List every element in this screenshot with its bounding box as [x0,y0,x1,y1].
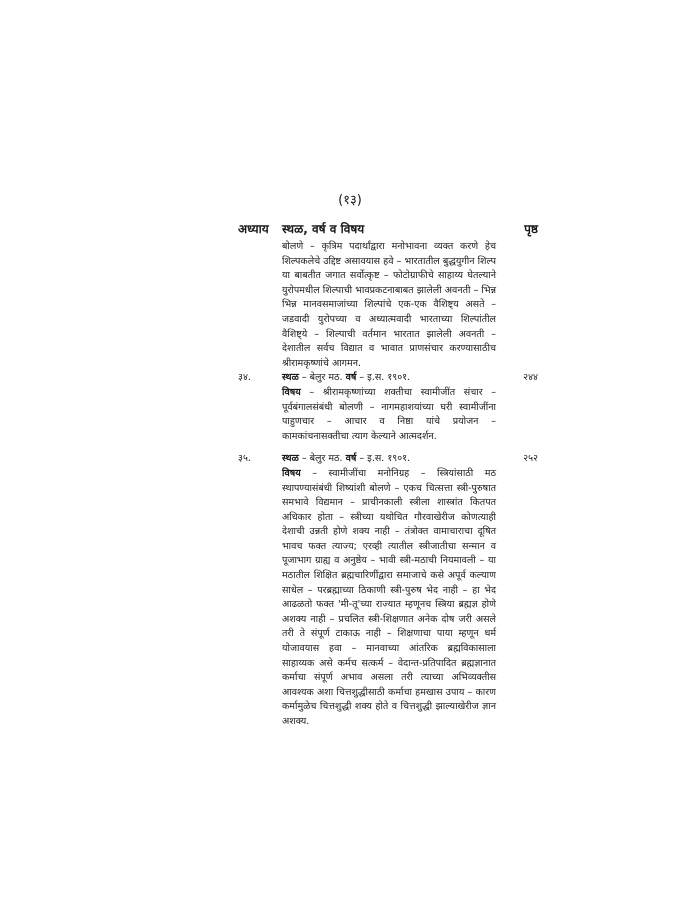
page-ref: २५२ [523,453,538,465]
year-label: वर्ष [345,372,357,384]
continuation-row [238,240,538,371]
entry-description [282,371,496,444]
chapter-number: ३४. [238,372,251,384]
table-header [238,220,538,238]
continuation-text: बोलणे – कृत्रिम पदार्थांद्वारा मनोभावना व्यक्त करणे हेच शिल्पकलेचे उद्दिष्ट असावयास हवे – भारतातील बुद्धयुगीन शिल्प या बाबतीत जगात सर्वोत्कृष्ट – फोटोग्राफीचे साहाय्य घेतल्याने युरोपमधील शिल्पाची भावप्रकटनाबाबत झालेली अवनती – भिन्न भिन्न मानवसमाजांच्या शिल्पांचे एक-एक वैशिष्ट्य असते – जडवादी युरोपच्या व अध्यात्मवादी भारताच्या शिल्पांतील वैशिष्ट्ये – शिल्पाची वर्तमान भारतात झालेली अवनती – देशातील सर्वच विद्यात व भावात प्राणसंचार करण्यासाठीच श्रीरामकृष्णांचे आगमन. [282,241,496,369]
entry-row [238,371,538,444]
year-label: वर्ष [345,453,357,465]
subject-text [282,386,496,444]
year-value: – इ.स. १९०१. [356,372,411,384]
subject-body: – स्वामीजींचा मनोनिग्रह – स्त्रियांसाठी मठ स्थापण्यासंबंधी शिष्यांशी बोलणे – एकच चित्सत्ता स्त्री-पुरुषात समभावे विद्यमान – प्राचीनकाली स्त्रीला शास्त्रांत कितपत अधिकार होता – स्त्रीच्या यथोचित गौरवाखेरीज कोणत्याही देशाची उन्नती होणे शक्य नाही – तंत्रोक्त वामाचाराचा दूषित भावच फक्त त्याज्य; एरव्ही त्यातील स्त्रीजातीचा सन्मान व पूजाभाग ग्राह्य व अनुष्ठेय – भावी स्त्री-मठाची नियमावली – या मठातील शिक्षित ब्रह्मचारिणींद्वारा समाजाचे कसे अपूर्व कल्याण साधेल – परब्रह्माच्या ठिकाणी स्त्री-पुरुष भेद नाही – हा भेद आढळतो फक्त 'मी-तू'च्या राज्यात म्हणूनच स्त्रिया ब्रह्मज्ञ होणे अशक्य नाही – प्रचलित स्त्री-शिक्षणात अनेक दोष जरी असले तरी ते संपूर्ण टाकाऊ नाही – शिक्षणाचा पाया म्हणून धर्म योजावयास हवा – मानवाच्या आंतरिक ब्रह्मविकासाला साहाय्यक असे कर्मच सत्कर्म – वेदान्त-प्रतिपादित ब्रह्मज्ञानात कर्माचा संपूर्ण अभाव असला तरी त्याच्या अभिव्यक्तीस आवश्यक अशा चित्तशुद्धीसाठी कर्माचा हमखास उपाय – कारण कर्मामुळेच चित्तशुद्धी शक्य होते व चित्तशुद्धी झाल्याखेरीज ज्ञान अशक्य. [282,467,496,727]
entry-row [238,452,538,729]
page-ref: २४४ [523,372,538,384]
header-chapter: अध्याय [238,222,269,236]
entry-description [282,452,496,729]
place-year-line [282,371,496,386]
place-value: – बेलुर मठ. [298,453,343,465]
place-value: – बेलुर मठ. [298,372,343,384]
subject-label: विषय [282,467,301,479]
place-label: स्थळ [282,372,299,384]
contents-body [238,240,538,730]
year-value: – इ.स. १९०१. [356,453,411,465]
subject-body: – श्रीरामकृष्णांच्या शक्तीचा स्वामीजींत संचार – पूर्वबंगालसंबंधी बोलणी – नागमहाशयांच्या घरी स्वामीजींना पाहुणचार – आचार व निष्ठा यांचे प्रयोजन – कामकांचनासक्तीचा त्याग केल्याने आत्मदर्शन. [282,386,496,442]
subject-text [282,467,496,730]
subject-label: विषय [282,386,301,398]
place-year-line [282,452,496,467]
page-number: (१३) [338,193,362,208]
header-place-year-subject: स्थळ, वर्ष व विषय [282,222,365,236]
place-label: स्थळ [282,453,299,465]
chapter-number: ३५. [238,453,251,465]
header-page: पृष्ठ [524,222,538,236]
